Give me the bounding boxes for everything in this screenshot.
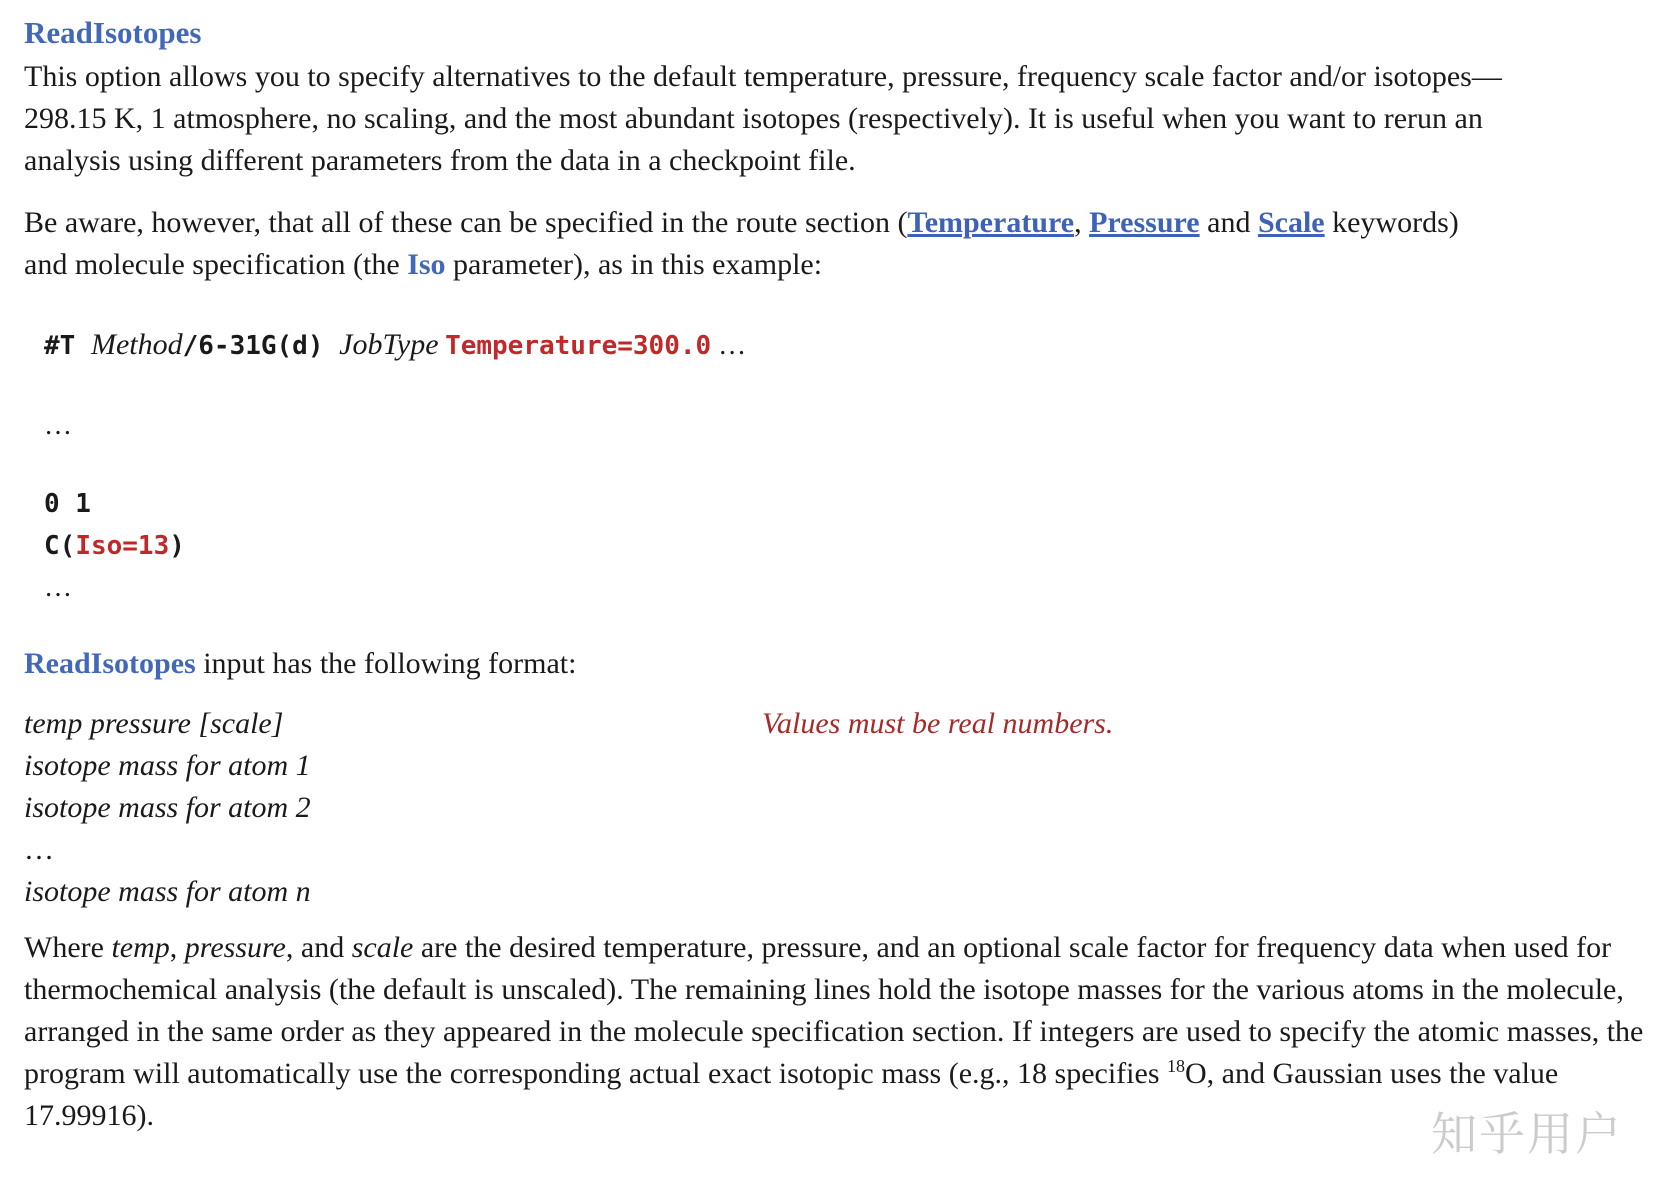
method-placeholder: Method xyxy=(90,328,183,361)
atom-suffix: ) xyxy=(169,531,185,561)
code-ellipsis-2: … xyxy=(44,572,72,603)
format-line-5: isotope mass for atom n xyxy=(24,875,311,908)
example-code-block xyxy=(44,324,1664,609)
temperature-keyword: Temperature=300.0 xyxy=(445,331,712,361)
charge-multiplicity-line: 0 1 xyxy=(44,489,91,519)
pressure-link[interactable]: Pressure xyxy=(1089,206,1200,239)
route-text-before: Be aware, however, that all of these can be specified in the route section ( xyxy=(24,206,908,239)
route-ellipsis: … xyxy=(711,330,747,361)
basis-set: /6-31G(d) xyxy=(182,331,340,361)
format-intro xyxy=(24,643,1664,685)
route-comma: , xyxy=(1074,206,1090,239)
section-title: ReadIsotopes xyxy=(24,15,202,50)
route-line xyxy=(44,324,1664,367)
expl-superscript: 18 xyxy=(1167,1056,1185,1076)
jobtype-placeholder: JobType xyxy=(339,328,439,361)
scale-link[interactable]: Scale xyxy=(1257,206,1325,239)
iso-keyword: Iso xyxy=(407,248,446,281)
format-intro-keyword: ReadIsotopes xyxy=(24,647,196,680)
expl-text1: are the desired temperature, pressure, and an optional scale factor for frequency data when used for thermochemical analysis (the default is unscaled). The remaining lines hold the isotope masses for the various atoms in the molecule, arranged in the same order as they appeared in the molecule specification section. If integers are used to specify the atomic masses, the program will automatically use the corresponding actual exact isotopic mass (e.g., 18 specifies xyxy=(24,931,1644,1090)
format-line-1: temp pressure [scale] xyxy=(24,707,284,740)
expl-where: Where xyxy=(24,931,112,964)
route-and: and xyxy=(1199,206,1258,239)
route-text-after: parameter), as in this example: xyxy=(445,248,823,281)
expl-text2: O, and Gaussian uses the value 17.99916). xyxy=(24,1057,1559,1132)
expl-temp: temp xyxy=(111,931,170,964)
expl-comma1: , xyxy=(169,931,185,964)
atom-line xyxy=(44,525,1664,567)
document-page xyxy=(24,10,1664,1137)
expl-comma2: , and xyxy=(285,931,352,964)
route-prefix: #T xyxy=(44,331,91,361)
format-line-2: isotope mass for atom 1 xyxy=(24,749,311,782)
format-intro-text: input has the following format: xyxy=(195,647,577,680)
temperature-link[interactable]: Temperature xyxy=(907,206,1075,239)
atom-prefix: C( xyxy=(44,531,76,561)
format-spec xyxy=(24,703,1664,913)
route-text-mid: keywords) and molecule specification (the xyxy=(24,206,1459,281)
route-paragraph xyxy=(24,202,1484,286)
format-note: Values must be real numbers. xyxy=(762,707,1114,740)
intro-paragraph: This option allows you to specify alternatives to the default temperature, pressure, frequency scale factor and/or isotopes— 298.15 K, 1 atmosphere, no scaling, and the most abundant isotopes (respectively). It is useful when you want to rerun an analysis using different parameters from the data in a checkpoint file. xyxy=(24,60,1502,177)
format-line-4: … xyxy=(24,833,54,866)
explanation-paragraph xyxy=(24,927,1660,1137)
expl-pressure: pressure xyxy=(184,931,286,964)
code-ellipsis-1: … xyxy=(44,410,72,441)
atom-iso: Iso=13 xyxy=(75,531,170,561)
format-line-3: isotope mass for atom 2 xyxy=(24,791,311,824)
watermark: 知乎用户 xyxy=(1431,1107,1623,1161)
expl-scale: scale xyxy=(351,931,414,964)
